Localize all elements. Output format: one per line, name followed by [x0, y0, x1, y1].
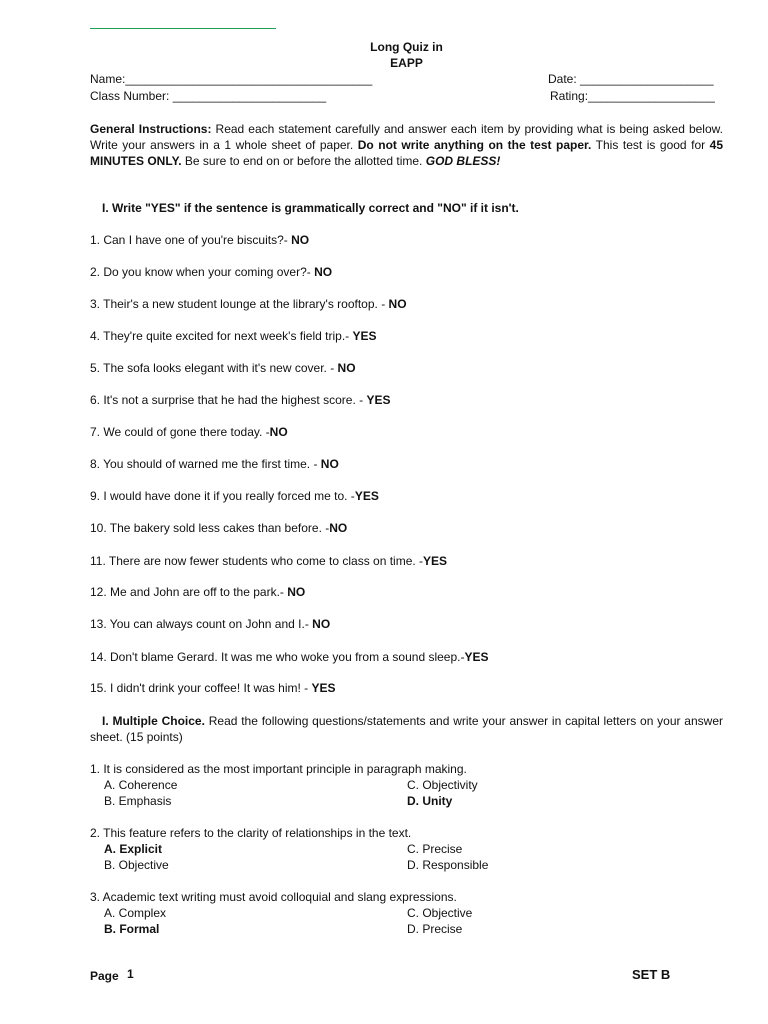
name-field: Name:_____________________________________: [90, 72, 373, 86]
part1-item-14: 14. Don't blame Gerard. It was me who woke you from a sound sleep.-YES: [90, 650, 489, 664]
mc-q3-choice-d: D. Precise: [407, 922, 463, 936]
part2-heading-text: Read the following questions/statements and write your answer in capital letters on your answer sheet. (15 points): [90, 714, 723, 744]
mc-q2-choice-c: C. Precise: [407, 842, 463, 856]
answer-11: YES: [423, 554, 448, 568]
answer-15: YES: [311, 681, 336, 695]
part2-heading: [90, 713, 723, 745]
instructions-bold-2: 45 MINUTES ONLY.: [90, 138, 723, 168]
answer-10: NO: [329, 521, 348, 535]
part2-heading-label: I. Multiple Choice.: [102, 714, 205, 728]
part1-item-5: 5. The sofa looks elegant with it's new cover. - NO: [90, 361, 356, 375]
class-number-field: Class Number: _______________________: [90, 89, 327, 103]
part1-item-9: 9. I would have done it if you really forced me to. -YES: [90, 489, 379, 503]
part1-item-8: 8. You should of warned me the first time. - NO: [90, 457, 339, 471]
mc-q3-choice-a: A. Complex: [104, 906, 167, 920]
instructions-text-2: This test is good for: [591, 138, 710, 152]
mc-question-3: 3. Academic text writing must avoid colloquial and slang expressions.: [90, 890, 457, 904]
mc-q1-choice-c: C. Objectivity: [407, 778, 478, 792]
part1-item-3: 3. Their's a new student lounge at the library's rooftop. - NO: [90, 297, 407, 311]
part1-item-4: 4. They're quite excited for next week's field trip.- YES: [90, 329, 377, 343]
answer-13: NO: [312, 617, 331, 631]
answer-4: YES: [352, 329, 377, 343]
answer-5: NO: [337, 361, 356, 375]
mc-q3-choice-b-correct: B. Formal: [104, 922, 160, 936]
footer-page-number: 1: [127, 967, 134, 981]
instructions-text-3: Be sure to end on or before the allotted time.: [181, 154, 426, 168]
part1-item-12: 12. Me and John are off to the park.- NO: [90, 585, 306, 599]
part1-item-2: 2. Do you know when your coming over?- NO: [90, 265, 333, 279]
answer-14: YES: [464, 650, 489, 664]
footer-set-label: SET B: [632, 967, 671, 982]
part1-item-13: 13. You can always count on John and I.- NO: [90, 617, 331, 631]
mc-q1-choice-b: B. Emphasis: [104, 794, 172, 808]
answer-1: NO: [291, 233, 310, 247]
mc-q2-choice-d: D. Responsible: [407, 858, 489, 872]
quiz-title: Long Quiz in: [370, 40, 443, 54]
answer-2: NO: [314, 265, 333, 279]
part1-heading: I. Write "YES" if the sentence is grammatically correct and "NO" if it isn't.: [102, 201, 519, 215]
instructions-closing: GOD BLESS!: [425, 154, 501, 168]
mc-q1-choice-a: A. Coherence: [104, 778, 178, 792]
instructions-text-1: Read each statement carefully and answer each item by providing what is being asked below. Write your answers in a 1 whole sheet of paper.: [90, 122, 723, 152]
header-green-rule: [90, 28, 276, 29]
mc-question-2: 2. This feature refers to the clarity of relationships in the text.: [90, 826, 412, 840]
answer-3: NO: [388, 297, 407, 311]
footer-page-label: Page: [90, 969, 119, 983]
answer-6: YES: [366, 393, 391, 407]
general-instructions: [90, 121, 723, 169]
mc-q2-choice-a-correct: A. Explicit: [104, 842, 163, 856]
mc-q3-choice-c: C. Objective: [407, 906, 473, 920]
mc-question-1: 1. It is considered as the most important principle in paragraph making.: [90, 762, 467, 776]
quiz-page: [90, 0, 723, 1024]
instructions-label: General Instructions:: [90, 122, 212, 136]
answer-9: YES: [354, 489, 379, 503]
instructions-bold-1: Do not write anything on the test paper.: [357, 138, 592, 152]
part1-item-15: 15. I didn't drink your coffee! It was him! - YES: [90, 681, 336, 695]
rating-field: Rating:___________________: [550, 89, 715, 103]
mc-q2-choice-b: B. Objective: [104, 858, 169, 872]
part1-item-6: 6. It's not a surprise that he had the highest score. - YES: [90, 393, 391, 407]
part1-item-10: 10. The bakery sold less cakes than before. -NO: [90, 521, 348, 535]
answer-12: NO: [287, 585, 306, 599]
mc-q1-choice-d-correct: D. Unity: [407, 794, 453, 808]
answer-8: NO: [320, 457, 339, 471]
part1-item-11: 11. There are now fewer students who come to class on time. -YES: [90, 554, 448, 568]
answer-7: NO: [269, 425, 288, 439]
date-field: Date: ____________________: [548, 72, 714, 86]
quiz-subject: EAPP: [390, 56, 423, 70]
part1-item-7: 7. We could of gone there today. -NO: [90, 425, 288, 439]
part1-item-1: 1. Can I have one of you're biscuits?- NO: [90, 233, 310, 247]
